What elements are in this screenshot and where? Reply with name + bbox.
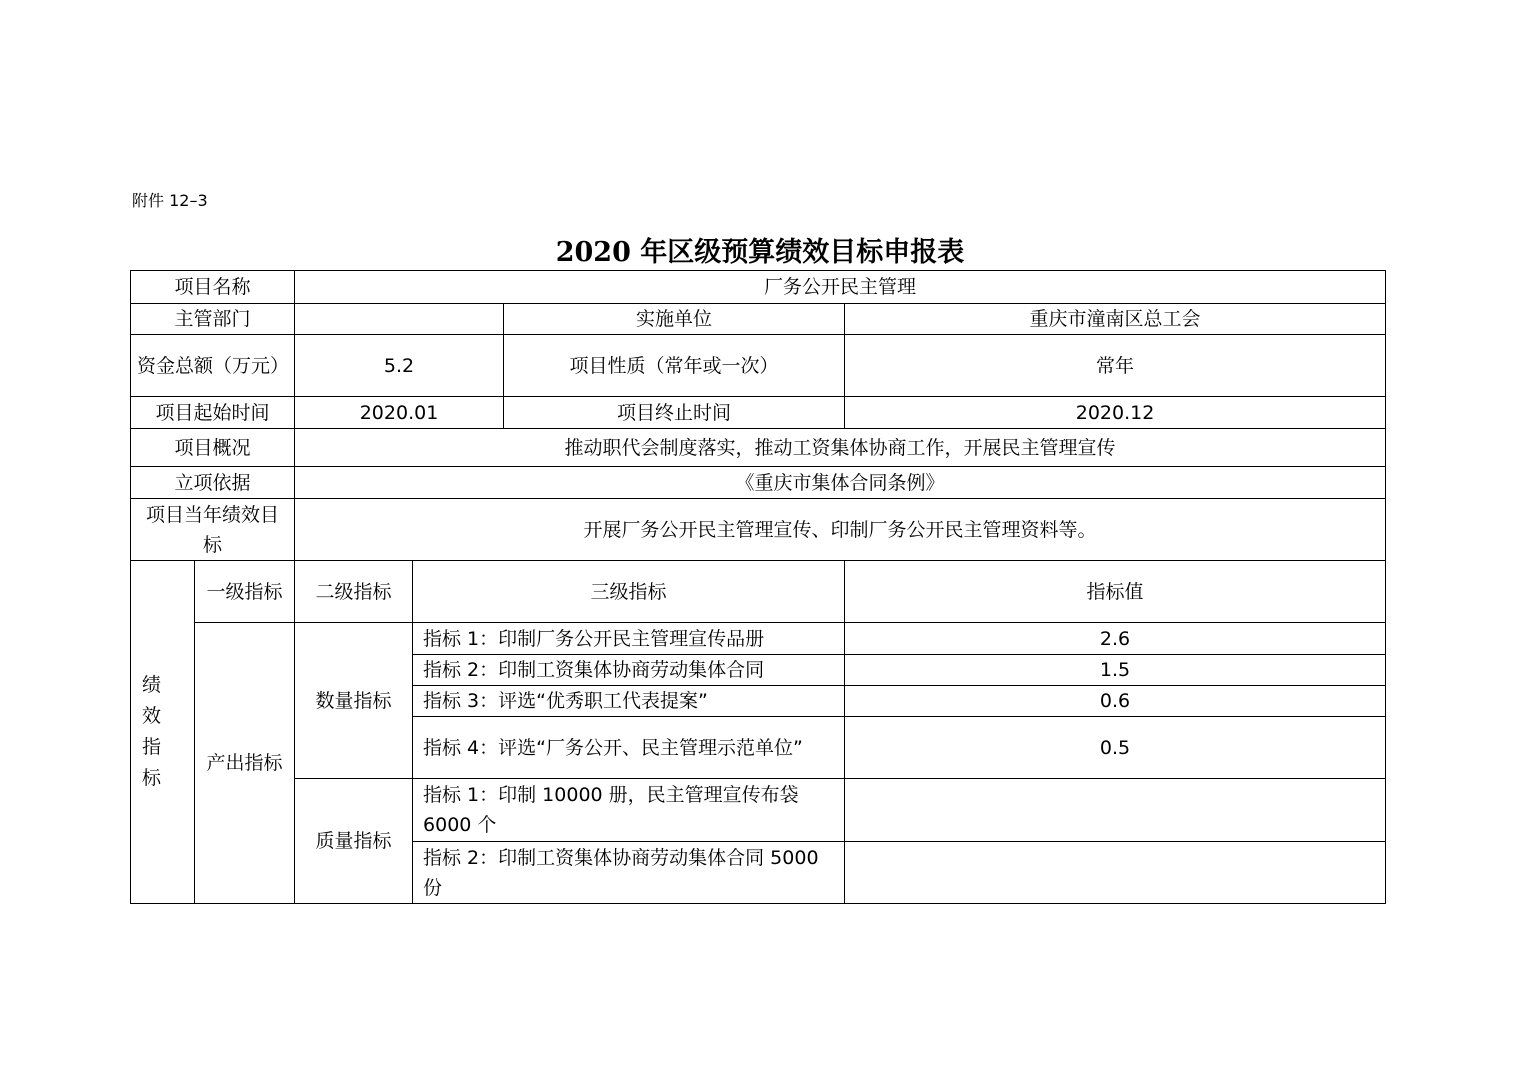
row-fund	[131, 335, 1386, 397]
basis-label: 立项依据	[131, 467, 295, 499]
basis-value: 《重庆市集体合同条例》	[295, 467, 1386, 499]
start-value: 2020.01	[295, 397, 504, 429]
dept-label: 主管部门	[131, 304, 295, 335]
quantity-value-3: 0.6	[845, 686, 1386, 717]
level1-output: 产出指标	[195, 623, 295, 904]
budget-performance-table	[130, 270, 1386, 904]
indicator-section-text: 绩效指标	[141, 674, 161, 789]
quality-indicator-2: 指标 2：印制工资集体协商劳动集体合同 5000 份	[413, 842, 845, 904]
quantity-indicator-1: 指标 1：印制厂务公开民主管理宣传品册	[413, 623, 845, 655]
overview-label: 项目概况	[131, 429, 295, 467]
row-time	[131, 397, 1386, 429]
row-project-name	[131, 271, 1386, 304]
table-row	[131, 779, 1386, 842]
dept-value	[295, 304, 504, 335]
goal-label: 项目当年绩效目标	[131, 499, 295, 561]
header-value: 指标值	[845, 561, 1386, 623]
quantity-value-1: 2.6	[845, 623, 1386, 655]
quantity-indicator-2: 指标 2：印制工资集体协商劳动集体合同	[413, 655, 845, 686]
unit-value: 重庆市潼南区总工会	[845, 304, 1386, 335]
end-label: 项目终止时间	[504, 397, 845, 429]
overview-value: 推动职代会制度落实，推动工资集体协商工作，开展民主管理宣传	[295, 429, 1386, 467]
goal-value: 开展厂务公开民主管理宣传、印制厂务公开民主管理资料等。	[295, 499, 1386, 561]
quality-value-2	[845, 842, 1386, 904]
project-name-label: 项目名称	[131, 271, 295, 304]
nature-value: 常年	[845, 335, 1386, 397]
header-level3: 三级指标	[413, 561, 845, 623]
quality-indicator-1: 指标 1：印制 10000 册，民主管理宣传布袋 6000 个	[413, 779, 845, 842]
table-row	[131, 623, 1386, 655]
fund-value: 5.2	[295, 335, 504, 397]
project-name-value: 厂务公开民主管理	[295, 271, 1386, 304]
quantity-value-4: 0.5	[845, 717, 1386, 779]
row-goal	[131, 499, 1386, 561]
fund-label: 资金总额（万元）	[131, 335, 295, 397]
row-basis	[131, 467, 1386, 499]
header-level1: 一级指标	[195, 561, 295, 623]
row-department	[131, 304, 1386, 335]
quality-value-1	[845, 779, 1386, 842]
page-title: 2020 年区级预算绩效目标申报表	[555, 237, 965, 268]
quantity-indicator-3: 指标 3：评选“优秀职工代表提案”	[413, 686, 845, 717]
quantity-indicator-4: 指标 4：评选“厂务公开、民主管理示范单位”	[413, 717, 845, 779]
unit-label: 实施单位	[504, 304, 845, 335]
row-overview	[131, 429, 1386, 467]
nature-label: 项目性质（常年或一次）	[504, 335, 845, 397]
row-indicator-header	[131, 561, 1386, 623]
header-level2: 二级指标	[295, 561, 413, 623]
end-value: 2020.12	[845, 397, 1386, 429]
indicator-section-label	[131, 561, 195, 904]
attachment-number: 附件 12–3	[132, 191, 208, 210]
quantity-value-2: 1.5	[845, 655, 1386, 686]
level2-quality: 质量指标	[295, 779, 413, 904]
level2-quantity: 数量指标	[295, 623, 413, 779]
start-label: 项目起始时间	[131, 397, 295, 429]
